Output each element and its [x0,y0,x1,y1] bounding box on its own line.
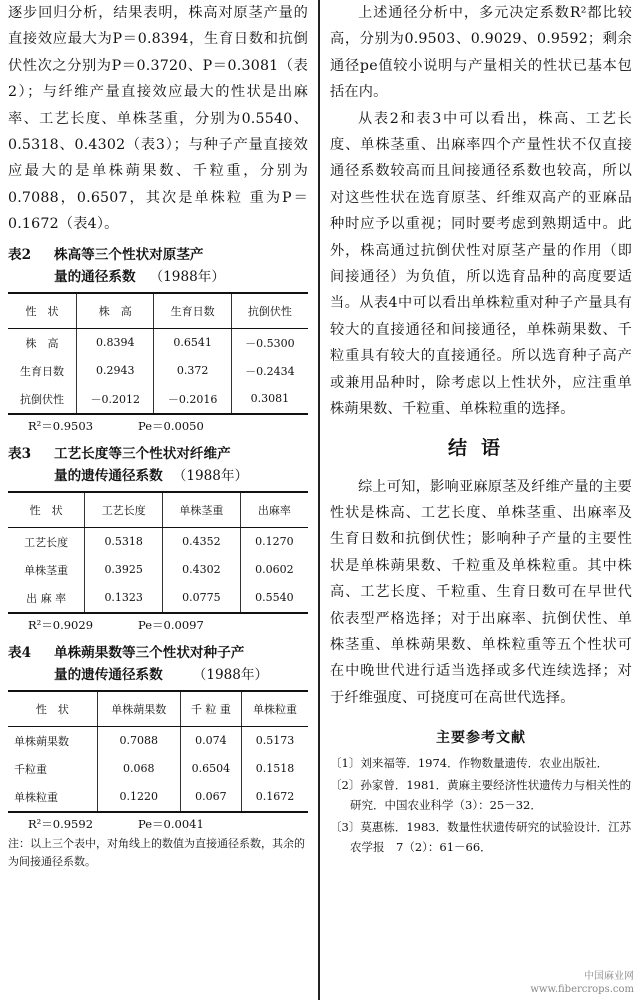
table-cell: 0.5318 [85,527,163,556]
table-3-block [8,443,308,634]
table-header-cell: 抗倒伏性 [231,293,308,329]
table-cell: 出 麻 率 [8,584,85,613]
table-3-caption [8,443,308,465]
table-4-title-line2: 量的遗传通径系数 [54,666,163,683]
table-header-cell: 工艺长度 [85,492,163,528]
table-2 [8,292,308,415]
table-4-label: 表4 [8,644,32,661]
table-header-cell: 株 高 [77,293,154,329]
table-cell: 0.4302 [163,556,241,584]
column-divider [318,0,320,1000]
table-2-pe: Pe＝0.0050 [138,418,204,433]
table-cell: 抗倒伏性 [8,385,77,414]
table-header-cell: 千 粒 重 [180,691,241,727]
body-paragraph-3: 从表2和表3中可以看出，株高、工艺长度、单株茎重、出麻率四个产量性状不仅直接通径系数较高而且间接通径系数也较高，所以对这些性状在选育原茎、纤维双高产的亚麻品种时应予以重视；同时要考虑到熟期适中。此外，株高通过抗倒伏性对原茎产量的作用（即间接通径）为负值，所以选育品种的高度要适当。从表4中可以看出单株粒重对种子产量具有较大的直接通径和间接通径，单株蒴果数、千粒重具有较大的直接通径。所以选育种子高产或兼用品种时，除考虑以上性状外，应注重单株蒴果数、千粒重、单株粒重的选择。 [330,110,632,418]
table-2-caption-line2 [8,266,308,288]
table-cell: 0.6504 [180,755,241,783]
reference-item: 〔2〕孙家曾．1981．黄麻主要经济性状遗传力与相关性的研究．中国农业科学（3）：25－32． [330,778,632,813]
table-cell: 0.0775 [163,584,241,613]
table-2-stats [8,417,308,435]
table-4-stats [8,815,308,833]
table-cell: 0.4352 [163,527,241,556]
table-cell: 0.074 [180,726,241,755]
table-cell: －0.2434 [245,364,295,378]
table-header-cell: 性 状 [8,492,85,528]
table-2-title-line1: 株高等三个性状对原茎产 [54,246,204,263]
table-3-stats [8,616,308,634]
table-cell: 千粒重 [8,755,97,783]
table-cell: 0.3081 [231,385,308,414]
table-4-block [8,642,308,871]
table-cell: －0.2016 [154,385,231,414]
table-2-caption [8,244,308,266]
table-cell: 工艺长度 [8,527,85,556]
table-header-cell: 生育日数 [154,293,231,329]
table-cell: －0.5300 [245,336,295,350]
table-row [8,527,308,556]
references-title: 主要参考文献 [436,730,526,747]
table-cell: 单株茎重 [8,556,85,584]
table-cell: 0.5540 [240,584,308,613]
table-3-year: （1988年） [172,467,249,484]
body-paragraph-2: 上述通径分析中，多元决定系数R²都比较高，分别为0.9503、0.9029、0.9592；剩余通径pe值较小说明与产量相关的性状已基本包括在内。 [330,5,632,101]
watermark-line1: 中国麻业网 [584,971,634,982]
body-paragraph-1: 逐步回归分析，结果表明，株高对原茎产量的直接效应最大为P＝0.8394，生育日数和抗倒伏性次之分别为P＝0.3720、P＝0.3081（表2）；与纤维产量直接效应最大的性状是出麻率、工艺长度、单株茎重，分别为0.5540、0.5318、0.4302（表3）；与种子产量直接效应最大的是单株蒴果数、千粒重，分别为0.7088，0.6507，其次是单株粒 重为P＝0.1672（表4）。 [8,5,308,233]
table-3-caption-line2 [8,465,308,487]
table-cell: 单株蒴果数 [8,726,97,755]
table-header-row [8,492,308,528]
table-header-cell: 性 状 [8,691,97,727]
reference-item: 〔3〕莫惠栋．1983．数量性状遗传研究的试验设计．江苏农学报 7（2）：61－66． [330,820,632,855]
table-row [8,755,308,783]
table-4-year: （1988年） [192,666,269,683]
table-row [8,726,308,755]
table-header-cell: 单株粒重 [242,691,308,727]
table-2-label: 表2 [8,246,32,263]
section-title-conclusion: 结语 [447,436,514,459]
table-cell: 0.3925 [85,556,163,584]
table-cell: 0.1270 [255,535,294,549]
table-header-cell: 单株蒴果数 [97,691,180,727]
watermark-line2: www.fibercrops.com [530,984,634,995]
table-3-title-line1: 工艺长度等三个性状对纤维产 [54,445,231,462]
table-cell: 0.7088 [97,726,180,755]
table-2-year: （1988年） [149,268,225,285]
table-cell: 0.1220 [97,783,180,812]
table-header-cell: 单株茎重 [163,492,241,528]
table-cell: 0.1518 [255,762,295,776]
table-cell: 0.372 [154,357,231,385]
table-row [8,385,308,414]
table-row [8,328,308,357]
table-row [8,783,308,812]
reference-item: 〔1〕刘来福等．1974．作物数量遗传．农业出版社． [330,756,609,771]
table-cell: 生育日数 [8,357,77,385]
table-3-pe: Pe＝0.0097 [138,617,204,632]
table-3-label: 表3 [8,445,32,462]
table-cell: 0.067 [180,783,241,812]
table-note: 注：以上三个表中，对角线上的数值为直接通径系数，其余的为间接通径系数。 [8,836,305,868]
table-cell: 0.1672 [242,783,308,812]
body-paragraph-4: 综上可知，影响亚麻原茎及纤维产量的主要性状是株高、工艺长度、单株茎重、出麻率及生育日数和抗倒伏性；影响种子产量的主要性状是单株蒴果数、千粒重及单株粒重。其中株高、工艺长度、千粒重、生育日数可在早世代依表型严格选择；对于出麻率、抗倒伏性、单株茎重、单株蒴果数、单株粒重等五个性状可在中晚世代进行适当选择或多代连续选择；对于纤维强度、可挠度可在高世代选择。 [330,478,632,706]
table-cell: 0.2943 [77,357,154,385]
table-cell: －0.2012 [77,385,154,414]
table-header-cell: 性 状 [8,293,77,329]
right-column [330,0,632,857]
table-cell: 0.5173 [255,734,295,748]
table-cell: 0.0602 [255,563,294,577]
table-header-cell: 出麻率 [240,492,308,528]
left-column [8,0,308,871]
watermark [530,970,634,996]
table-cell: 0.068 [97,755,180,783]
table-2-r2: R²＝0.9503 [28,418,94,433]
table-cell: 单株粒重 [8,783,97,812]
table-cell: 0.1323 [85,584,163,613]
table-cell: 0.6541 [154,328,231,357]
table-4 [8,690,308,813]
table-2-block [8,244,308,435]
table-4-caption [8,642,308,664]
table-2-title-line2: 量的通径系数 [54,268,136,285]
table-cell: 0.8394 [77,328,154,357]
table-row [8,584,308,613]
table-header-row [8,691,308,727]
table-header-row [8,293,308,329]
table-4-caption-line2 [8,664,308,686]
table-4-title-line1: 单株蒴果数等三个性状对种子产 [54,644,245,661]
table-row [8,357,308,385]
table-3 [8,491,308,614]
table-row [8,556,308,584]
table-cell: 株 高 [8,328,77,357]
table-4-pe: Pe＝0.0041 [138,816,204,831]
table-4-r2: R²＝0.9592 [28,816,94,831]
table-3-r2: R²＝0.9029 [28,617,94,632]
table-3-title-line2: 量的遗传通径系数 [54,467,163,484]
